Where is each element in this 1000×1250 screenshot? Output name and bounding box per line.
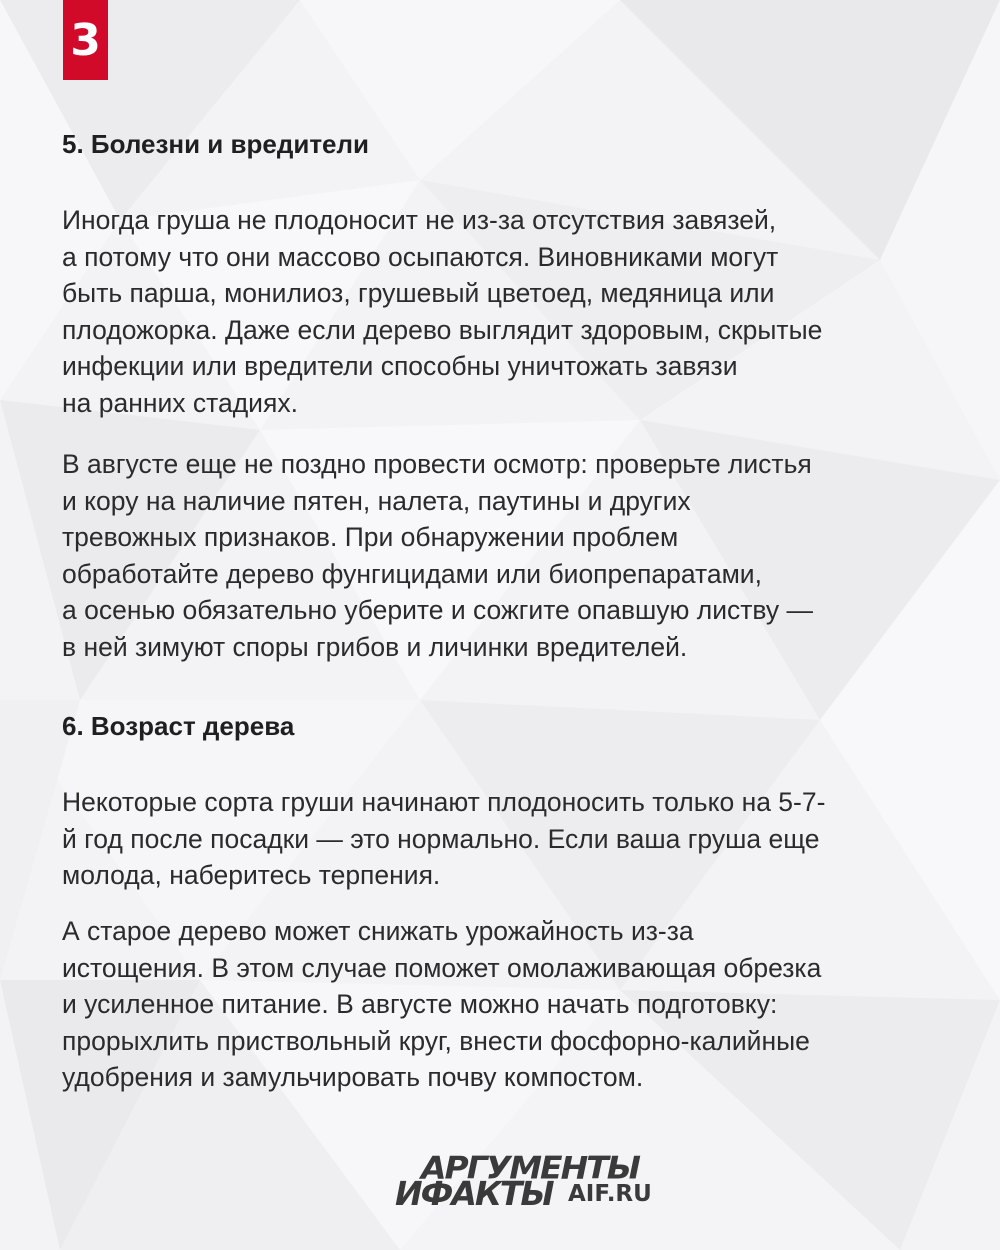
text-line: Иногда груша не плодоносит не из-за отсутствия завязей, [62,205,777,235]
text-line: на ранних стадиях. [62,387,298,418]
text-line: й год после посадки — это нормально. Если ваша груша еще [62,823,820,854]
aif-logo [395,1148,665,1213]
text-line: молода, наберитесь терпения. [62,860,441,890]
text-line: а осенью обязательно уберите и сожгите опавшую листву — [62,595,814,625]
text-line: в ней зимуют споры грибов и личинки вредителей. [62,631,688,662]
text-line: и кору на наличие пятен, налета, паутины и других [62,485,691,516]
paragraph-tree-age-2 [62,913,962,1096]
page-number: 3 [70,14,101,66]
text-line: обработайте дерево фунгицидами или биопрепаратами, [62,558,762,589]
section-heading-tree-age: 6. Возраст дерева [62,711,295,741]
logo-line-1: АРГУМЕНТЫ [421,1148,639,1187]
text-line: и усиленное питание. В августе можно начать подготовку: [62,989,778,1019]
logo-site: AIF.RU [568,1181,652,1207]
text-line: Некоторые сорта груши начинают плодоносить только на 5-7- [62,787,826,817]
text-line: быть парша, монилиоз, грушевый цветоед, медяница или [62,278,775,308]
text-line: тревожных признаков. При обнаружении проблем [62,522,679,552]
section-heading-diseases: 5. Болезни и вредители [62,129,370,159]
text-line: В августе еще не поздно провести осмотр: проверьте листья [62,449,812,479]
text-line: а потому что они массово осыпаются. Виновниками могут [62,241,779,272]
text-line: прорыхлить приствольный круг, внести фосфорно-калийные [62,1025,810,1056]
text-line: инфекции или вредители способны уничтожать завязи [62,351,738,381]
paragraph-diseases-1 [62,202,962,421]
text-line: А старое дерево может снижать урожайность из-за [62,916,694,946]
text-line: плодожорка. Даже если дерево выглядит здоровым, скрытые [62,314,823,345]
text-line: удобрения и замульчировать почву компостом. [62,1062,644,1092]
logo-line-2: ИФАКТЫ [395,1174,553,1213]
paragraph-diseases-2 [62,446,962,665]
paragraph-tree-age-1 [62,784,962,894]
page-number-badge [63,0,108,80]
text-line: истощения. В этом случае поможет омолаживающая обрезка [62,952,822,983]
